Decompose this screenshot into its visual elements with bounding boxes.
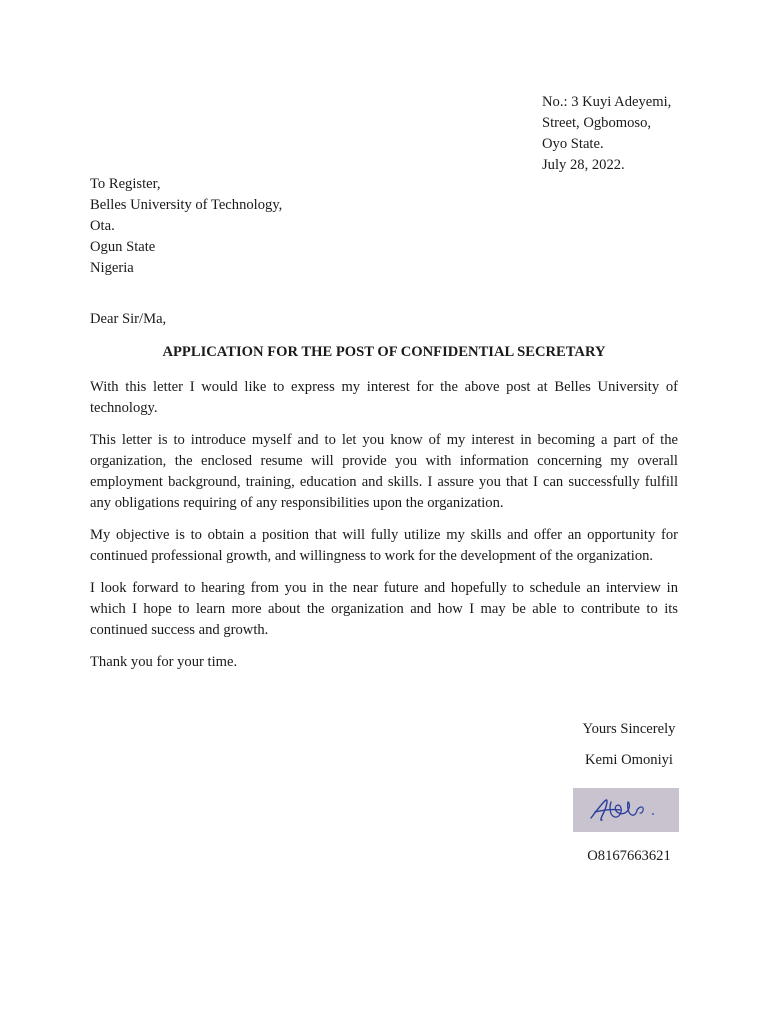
recipient-address-line: Nigeria [90,260,134,276]
salutation: Dear Sir/Ma, [90,311,167,327]
recipient-address-line: Ota. [90,218,115,234]
sender-address-line: No.: 3 Kuyi Adeyemi, [542,94,672,110]
signature-image [573,788,679,832]
recipient-address-line: Belles University of Technology, [90,197,283,213]
phone-number: O8167663621 [587,848,671,864]
sender-address [542,92,671,176]
recipient-address [90,174,282,279]
signer-name: Kemi Omoniyi [585,752,673,768]
letter-date: July 28, 2022. [542,157,625,173]
closing-block [560,721,698,769]
valediction: Yours Sincerely [582,721,676,737]
body-paragraph: This letter is to introduce myself and to let you know of my interest in becoming a part of the organization, the enclosed resume will provide you with information concerning my overall employment background, training, education and skills. I assure you that I can successfully fulfill any obligations requiring of any responsibilities upon the organization. [90,432,678,511]
body-paragraph: I look forward to hearing from you in the near future and hopefully to schedule an interview in which I hope to learn more about the organization and how I may be able to contribute to its continued success and growth. [90,580,678,638]
signature-scribble [573,788,679,832]
subject-heading: APPLICATION FOR THE POST OF CONFIDENTIAL SECRETARY [162,344,606,360]
recipient-address-line: To Register, [90,176,161,192]
body-paragraph: With this letter I would like to express my interest for the above post at Belles University of technology. [90,379,678,416]
letter-body [90,377,678,684]
body-paragraph: Thank you for your time. [90,654,238,670]
sender-address-line: Oyo State. [542,136,604,152]
recipient-address-line: Ogun State [90,239,156,255]
sender-address-line: Street, Ogbomoso, [542,115,652,131]
body-paragraph: My objective is to obtain a position that will fully utilize my skills and offer an opportunity for continued professional growth, and willingness to work for the development of the organization. [90,527,678,564]
